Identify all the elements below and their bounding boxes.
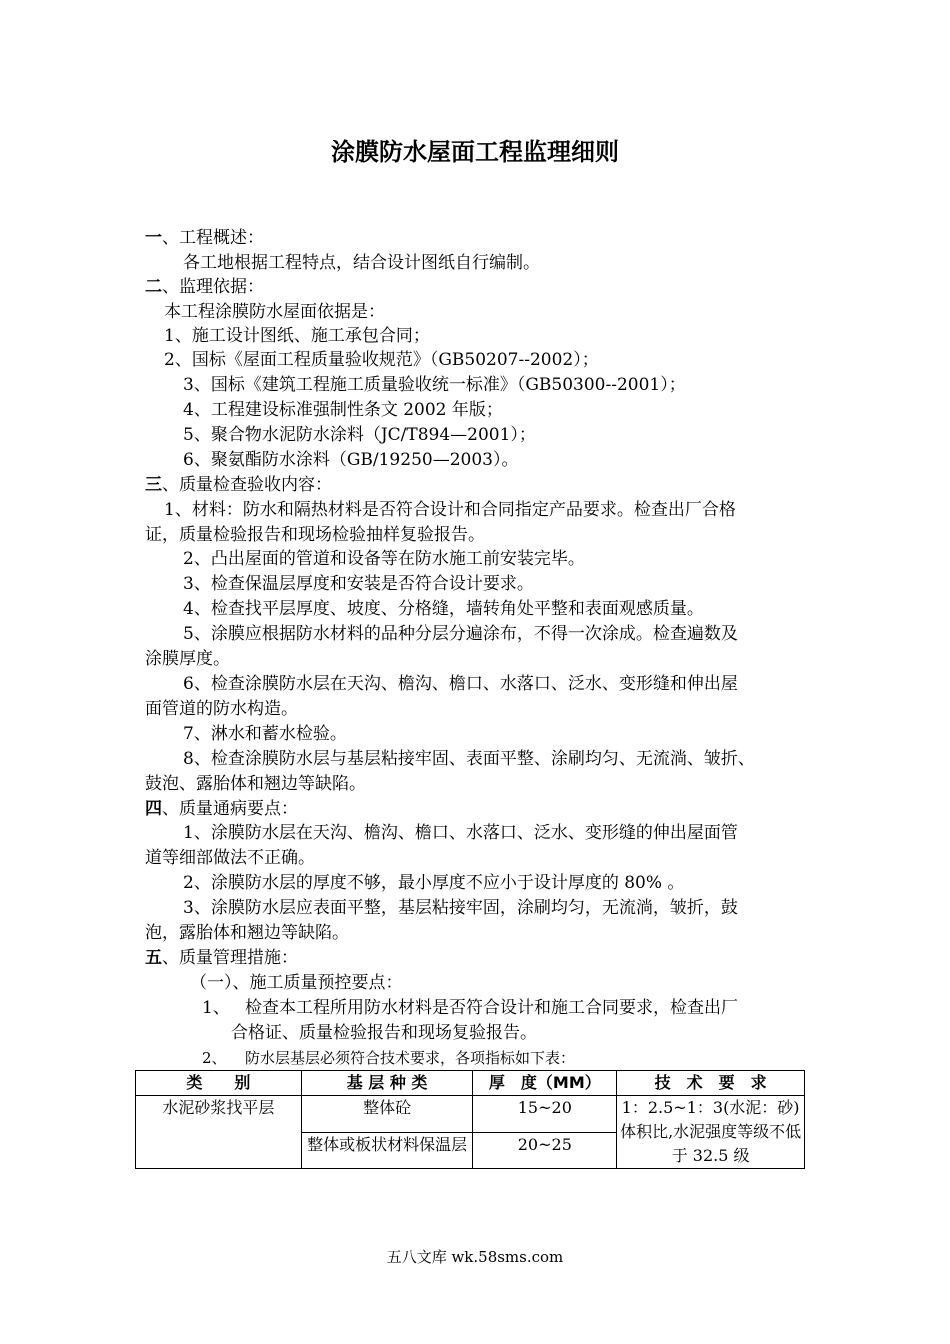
inspection-line: 2、凸出屋面的管道和设备等在防水施工前安装完毕。 — [183, 549, 585, 569]
section-1-body: 各工地根据工程特点，结合设计图纸自行编制。 — [183, 253, 540, 273]
basis-item: 3、国标《建筑工程施工质量验收统一标准》（GB50300--2001）； — [183, 375, 686, 395]
defect-line: 1、涂膜防水层在天沟、檐沟、檐口、水落口、泛水、变形缝的伸出屋面管 — [183, 823, 738, 843]
section-3-title: 、质量检查验收内容： — [162, 475, 332, 495]
section-1-heading — [145, 226, 264, 250]
section-1-number: 一 — [145, 228, 162, 248]
inspection-line: 3、检查保温层厚度和安装是否符合设计要求。 — [183, 574, 534, 594]
base-type-cell: 整体或板状材料保温层 — [301, 1132, 473, 1169]
section-2-intro: 本工程涂膜防水屋面依据是： — [164, 302, 385, 322]
section-5-number: 五 — [145, 948, 162, 968]
basis-item: 5、聚合物水泥防水涂料（JC/T894—2001）； — [183, 425, 536, 445]
header-base-type: 基 层 种 类 — [301, 1071, 473, 1096]
requirement-cell: 1：2.5~1：3(水泥：砂)体积比,水泥强度等级不低于 32.5 级 — [617, 1096, 805, 1169]
section-3-heading — [145, 473, 332, 497]
section-5-title: 、质量管理措施： — [162, 948, 298, 968]
defect-line: 3、涂膜防水层应表面平整，基层粘接牢固，涂刷均匀，无流淌，皱折，鼓 — [183, 898, 738, 918]
document-title: 涂膜防水屋面工程监理细则 — [331, 138, 619, 166]
base-layer-spec-table — [135, 1070, 805, 1169]
section-5-heading — [145, 946, 298, 970]
thickness-cell: 20~25 — [473, 1132, 617, 1169]
category-cell: 水泥砂浆找平层 — [136, 1096, 302, 1169]
defect-line: 道等细部做法不正确。 — [145, 848, 315, 868]
inspection-line: 7、淋水和蓄水检验。 — [183, 724, 347, 744]
basis-item: 4、工程建设标准强制性条文 2002 年版； — [183, 400, 503, 420]
inspection-line: 4、检查找平层厚度、坡度、分格缝，墙转角处平整和表面观感质量。 — [183, 599, 704, 619]
measure-item-line: 合格证、质量检验报告和现场复验报告。 — [231, 1023, 537, 1043]
header-category: 类 别 — [136, 1071, 302, 1096]
inspection-line: 面管道的防水构造。 — [145, 699, 298, 719]
section-4-title: 、质量通病要点： — [162, 799, 298, 819]
basis-item: 6、聚氨酯防水涂料（GB/19250—2003）。 — [183, 450, 519, 470]
section-2-number: 二 — [145, 277, 162, 297]
table-header-row — [136, 1071, 805, 1096]
section-1-title: 、工程概述： — [162, 228, 264, 248]
defect-line: 泡，露胎体和翘边等缺陷。 — [145, 923, 349, 943]
table-row — [136, 1096, 805, 1133]
inspection-line: 证，质量检验报告和现场检验抽样复验报告。 — [145, 525, 485, 545]
section-4-heading — [145, 797, 298, 821]
inspection-line: 1、材料：防水和隔热材料是否符合设计和合同指定产品要求。检查出厂合格 — [164, 500, 736, 520]
section-2-heading — [145, 275, 264, 299]
inspection-line: 6、检查涂膜防水层在天沟、檐沟、檐口、水落口、泛水、变形缝和伸出屋 — [183, 674, 738, 694]
section-5-subheading: （一）、施工质量预控要点： — [190, 973, 403, 993]
footer-watermark: 五八文库 wk.58sms.com — [386, 1248, 564, 1266]
section-2-title: 、监理依据： — [162, 277, 264, 297]
measure-item-line: 防水层基层必须符合技术要求，各项指标如下表： — [245, 1049, 576, 1067]
header-thickness: 厚 度（MM） — [473, 1071, 617, 1096]
section-4-number: 四 — [145, 799, 162, 819]
thickness-cell: 15~20 — [473, 1096, 617, 1133]
base-type-cell: 整体砼 — [301, 1096, 473, 1133]
basis-item: 2、国标《屋面工程质量验收规范》（GB50207--2002）； — [164, 350, 599, 370]
defect-line: 2、涂膜防水层的厚度不够，最小厚度不应小于设计厚度的 80% 。 — [183, 873, 685, 893]
inspection-line: 鼓泡、露胎体和翘边等缺陷。 — [145, 774, 366, 794]
inspection-line: 5、涂膜应根据防水材料的品种分层分遍涂布，不得一次涂成。检查遍数及 — [183, 624, 738, 644]
inspection-line: 涂膜厚度。 — [145, 649, 230, 669]
section-3-number: 三 — [145, 475, 162, 495]
measure-item-line: 检查本工程所用防水材料是否符合设计和施工合同要求，检查出厂 — [245, 998, 738, 1018]
basis-item: 1、施工设计图纸、施工承包合同； — [164, 326, 430, 346]
inspection-line: 8、检查涂膜防水层与基层粘接牢固、表面平整、涂刷均匀、无流淌、皱折、 — [183, 749, 755, 769]
measure-item-number: 2、 — [202, 1049, 227, 1067]
header-requirement: 技 术 要 求 — [617, 1071, 805, 1096]
measure-item-number: 1、 — [202, 998, 230, 1018]
